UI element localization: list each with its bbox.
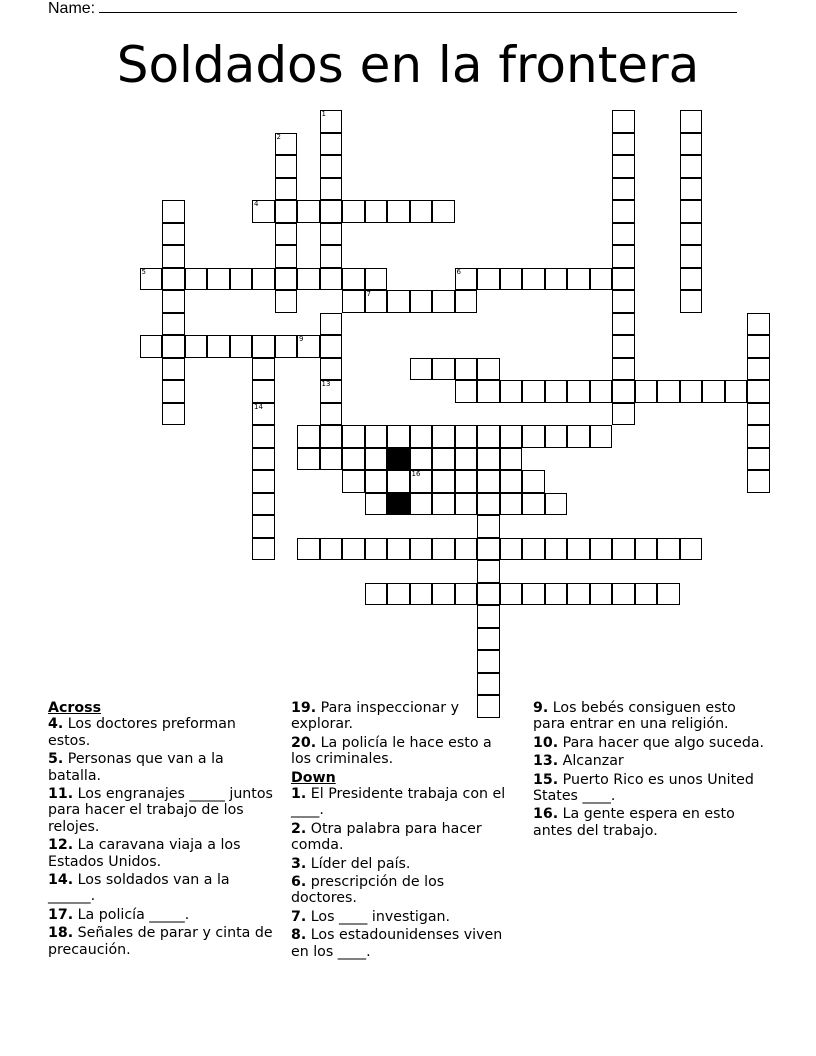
crossword-cell[interactable] xyxy=(162,245,185,268)
crossword-cell[interactable] xyxy=(747,358,770,381)
crossword-cell[interactable] xyxy=(680,110,703,133)
crossword-cell[interactable] xyxy=(275,335,298,358)
clue-item xyxy=(533,772,769,805)
crossword-cell[interactable] xyxy=(320,268,343,291)
crossword-cell[interactable] xyxy=(275,223,298,246)
crossword-cell[interactable] xyxy=(230,268,253,291)
crossword-cell[interactable] xyxy=(162,335,185,358)
crossword-cell[interactable] xyxy=(252,470,275,493)
crossword-cell[interactable] xyxy=(500,268,523,291)
crossword-cell[interactable] xyxy=(477,628,500,651)
crossword-cell[interactable] xyxy=(252,358,275,381)
crossword-cell[interactable] xyxy=(522,425,545,448)
clues-column-3 xyxy=(533,700,769,841)
crossword-cell[interactable] xyxy=(320,223,343,246)
crossword-cell[interactable] xyxy=(612,403,635,426)
crossword-cell[interactable] xyxy=(545,583,568,606)
crossword-cell[interactable] xyxy=(612,133,635,156)
crossword-cell[interactable] xyxy=(747,470,770,493)
crossword-cell[interactable] xyxy=(455,493,478,516)
crossword-cell[interactable] xyxy=(590,538,613,561)
clue-item-number: 19. xyxy=(291,700,317,716)
clue-item xyxy=(533,753,769,769)
crossword-block-cell xyxy=(387,448,410,471)
clue-item xyxy=(291,786,507,819)
clue-item xyxy=(48,786,280,835)
clue-item-text: El Presidente trabaja con el ____. xyxy=(291,786,506,819)
crossword-cell[interactable] xyxy=(612,268,635,291)
crossword-cell[interactable] xyxy=(477,560,500,583)
crossword-cell[interactable] xyxy=(455,538,478,561)
crossword-cell[interactable] xyxy=(320,380,343,403)
crossword-cell[interactable] xyxy=(680,133,703,156)
crossword-cell[interactable] xyxy=(252,335,275,358)
crossword-cell[interactable] xyxy=(455,470,478,493)
clue-item-text: La policía _____. xyxy=(73,906,190,923)
clue-item-text: Los estadounidenses viven en los ____. xyxy=(291,927,503,960)
crossword-cell[interactable] xyxy=(432,470,455,493)
crossword-cell[interactable] xyxy=(275,133,298,156)
crossword-cell[interactable] xyxy=(545,493,568,516)
crossword-cell[interactable] xyxy=(230,335,253,358)
crossword-cell[interactable] xyxy=(635,380,658,403)
crossword-cell[interactable] xyxy=(297,425,320,448)
crossword-cell[interactable] xyxy=(455,425,478,448)
crossword-cell[interactable] xyxy=(275,268,298,291)
crossword-cell[interactable] xyxy=(680,268,703,291)
crossword-cell[interactable] xyxy=(387,290,410,313)
clue-number: 5 xyxy=(141,267,146,276)
crossword-cell[interactable] xyxy=(680,380,703,403)
clue-item-number: 10. xyxy=(533,734,559,751)
crossword-cell[interactable] xyxy=(747,380,770,403)
clue-number: 4 xyxy=(254,200,259,208)
crossword-cell[interactable] xyxy=(612,380,635,403)
crossword-cell[interactable] xyxy=(140,268,163,291)
clue-item-text: Alcanzar xyxy=(558,753,624,770)
crossword-cell[interactable] xyxy=(320,200,343,223)
clue-item-text: Los engranajes _____ juntos para hacer el trabajo de los relojes. xyxy=(48,786,273,835)
crossword-cell[interactable] xyxy=(432,448,455,471)
crossword-cell[interactable] xyxy=(590,268,613,291)
crossword-cell[interactable] xyxy=(410,290,433,313)
crossword-cell[interactable] xyxy=(252,200,275,223)
crossword-cell[interactable] xyxy=(500,448,523,471)
crossword-cell[interactable] xyxy=(432,200,455,223)
crossword-cell[interactable] xyxy=(477,538,500,561)
crossword-cell[interactable] xyxy=(207,268,230,291)
crossword-cell[interactable] xyxy=(162,358,185,381)
crossword-cell[interactable] xyxy=(612,583,635,606)
crossword-cell[interactable] xyxy=(185,335,208,358)
crossword-cell[interactable] xyxy=(162,290,185,313)
crossword-cell[interactable] xyxy=(410,583,433,606)
crossword-cell[interactable] xyxy=(140,335,163,358)
clue-item-text: La caravana viaja a los Estados Unidos. xyxy=(48,837,241,870)
clue-number: 13 xyxy=(321,380,331,388)
clue-item xyxy=(48,872,280,905)
crossword-cell[interactable] xyxy=(522,583,545,606)
crossword-cell[interactable] xyxy=(410,200,433,223)
crossword-cell[interactable] xyxy=(410,493,433,516)
crossword-cell[interactable] xyxy=(320,313,343,336)
crossword-cell[interactable] xyxy=(275,155,298,178)
clue-item xyxy=(291,821,507,854)
crossword-cell[interactable] xyxy=(387,425,410,448)
crossword-cell[interactable] xyxy=(252,493,275,516)
clue-item-text: Los doctores preforman estos. xyxy=(48,716,236,749)
clue-item xyxy=(291,927,507,960)
crossword-cell[interactable] xyxy=(680,223,703,246)
clue-item-number: 8. xyxy=(291,927,307,944)
crossword-cell[interactable] xyxy=(590,583,613,606)
crossword-cell[interactable] xyxy=(500,380,523,403)
crossword-cell[interactable] xyxy=(702,380,725,403)
clue-item-text: Personas que van a la batalla. xyxy=(48,751,224,784)
crossword-cell[interactable] xyxy=(297,448,320,471)
crossword-cell[interactable] xyxy=(747,448,770,471)
clue-item-number: 15. xyxy=(533,771,559,788)
crossword-cell[interactable] xyxy=(320,133,343,156)
page-title: Soldados en la frontera xyxy=(116,36,700,94)
crossword-cell[interactable] xyxy=(252,403,275,426)
crossword-cell[interactable] xyxy=(320,358,343,381)
crossword-cell[interactable] xyxy=(342,538,365,561)
clue-item-text: Para hacer que algo suceda. xyxy=(558,734,765,751)
crossword-cell[interactable] xyxy=(342,290,365,313)
crossword-cell[interactable] xyxy=(612,245,635,268)
crossword-cell[interactable] xyxy=(162,268,185,291)
crossword-cell[interactable] xyxy=(477,470,500,493)
crossword-cell[interactable] xyxy=(387,538,410,561)
crossword-cell[interactable] xyxy=(410,425,433,448)
clue-item-number: 1. xyxy=(291,786,307,803)
crossword-cell[interactable] xyxy=(477,583,500,606)
crossword-cell[interactable] xyxy=(162,200,185,223)
crossword-cell[interactable] xyxy=(410,470,433,493)
crossword-cell[interactable] xyxy=(387,583,410,606)
crossword-cell[interactable] xyxy=(342,470,365,493)
crossword-cell[interactable] xyxy=(612,200,635,223)
clue-item-number: 5. xyxy=(48,751,64,768)
crossword-cell[interactable] xyxy=(342,448,365,471)
clue-item xyxy=(533,700,769,733)
clue-item xyxy=(291,735,507,768)
crossword-cell[interactable] xyxy=(252,515,275,538)
clue-item-text: Los bebés consiguen esto para entrar en una religión. xyxy=(533,700,736,733)
crossword-cell[interactable] xyxy=(365,200,388,223)
crossword-cell[interactable] xyxy=(657,538,680,561)
crossword-cell[interactable] xyxy=(432,538,455,561)
crossword-cell[interactable] xyxy=(477,358,500,381)
crossword-cell[interactable] xyxy=(612,110,635,133)
crossword-cell[interactable] xyxy=(387,200,410,223)
crossword-cell[interactable] xyxy=(365,448,388,471)
clue-item-number: 14. xyxy=(48,872,74,889)
crossword-cell[interactable] xyxy=(432,358,455,381)
clue-item-text: Líder del país. xyxy=(306,855,411,872)
crossword-cell[interactable] xyxy=(275,290,298,313)
crossword-cell[interactable] xyxy=(342,200,365,223)
crossword-cell[interactable] xyxy=(275,178,298,201)
clue-item xyxy=(533,735,769,751)
clue-item xyxy=(291,700,507,733)
clue-number: 2 xyxy=(276,132,281,141)
crossword-cell[interactable] xyxy=(455,268,478,291)
crossword-cell[interactable] xyxy=(320,178,343,201)
clue-item xyxy=(48,751,280,784)
clue-item xyxy=(291,909,507,925)
crossword-cell[interactable] xyxy=(162,313,185,336)
crossword-cell[interactable] xyxy=(500,493,523,516)
crossword-cell[interactable] xyxy=(365,268,388,291)
clue-item-text: La gente espera en esto antes del trabajo. xyxy=(533,806,735,839)
crossword-cell[interactable] xyxy=(387,470,410,493)
crossword-cell[interactable] xyxy=(320,448,343,471)
crossword-cell[interactable] xyxy=(725,380,748,403)
crossword-cell[interactable] xyxy=(477,650,500,673)
crossword-cell[interactable] xyxy=(567,583,590,606)
crossword-cell[interactable] xyxy=(297,538,320,561)
clues-column-2 xyxy=(291,700,507,962)
crossword-cell[interactable] xyxy=(432,493,455,516)
crossword-cell[interactable] xyxy=(657,583,680,606)
crossword-cell[interactable] xyxy=(545,538,568,561)
crossword-cell[interactable] xyxy=(275,200,298,223)
clue-item xyxy=(533,806,769,839)
crossword-cell[interactable] xyxy=(500,470,523,493)
crossword-cell[interactable] xyxy=(612,290,635,313)
crossword-cell[interactable] xyxy=(590,425,613,448)
crossword-cell[interactable] xyxy=(567,380,590,403)
crossword-cell[interactable] xyxy=(455,358,478,381)
down-header: Down xyxy=(291,769,336,786)
crossword-cell[interactable] xyxy=(252,268,275,291)
crossword-cell[interactable] xyxy=(612,223,635,246)
clue-item-text: Los soldados van a la ______. xyxy=(48,872,230,905)
crossword-cell[interactable] xyxy=(162,223,185,246)
name-label: Name: xyxy=(48,0,96,17)
crossword-cell[interactable] xyxy=(365,538,388,561)
crossword-cell[interactable] xyxy=(635,538,658,561)
clue-item xyxy=(291,856,507,872)
crossword-cell[interactable] xyxy=(635,583,658,606)
crossword-cell[interactable] xyxy=(320,245,343,268)
crossword-cell[interactable] xyxy=(252,425,275,448)
clue-item-text: Puerto Rico es unos United States ____. xyxy=(533,771,754,805)
crossword-cell[interactable] xyxy=(500,583,523,606)
crossword-cell[interactable] xyxy=(477,448,500,471)
clue-item-text: Otra palabra para hacer comda. xyxy=(291,820,482,854)
clue-item-text: Los ____ investigan. xyxy=(306,908,451,925)
crossword-cell[interactable] xyxy=(320,155,343,178)
clue-number: 1 xyxy=(321,110,326,118)
clues-column-1 xyxy=(48,700,280,960)
crossword-cell[interactable] xyxy=(612,313,635,336)
clue-item-number: 18. xyxy=(48,925,74,942)
clue-number: 16 xyxy=(411,470,421,478)
crossword-cell[interactable] xyxy=(522,493,545,516)
clue-number: 9 xyxy=(299,335,304,343)
crossword-cell[interactable] xyxy=(297,335,320,358)
clue-item-number: 2. xyxy=(291,820,307,837)
clue-item-number: 16. xyxy=(533,806,559,823)
crossword-cell[interactable] xyxy=(612,538,635,561)
clue-item-number: 13. xyxy=(533,753,559,770)
crossword-cell[interactable] xyxy=(612,358,635,381)
crossword-cell[interactable] xyxy=(477,493,500,516)
crossword-cell[interactable] xyxy=(320,425,343,448)
clue-item-number: 9. xyxy=(533,700,549,716)
crossword-cell[interactable] xyxy=(500,425,523,448)
clue-item xyxy=(48,716,280,749)
crossword-cell[interactable] xyxy=(432,290,455,313)
crossword-cell[interactable] xyxy=(342,425,365,448)
crossword-cell[interactable] xyxy=(320,110,343,133)
clue-item-text: Señales de parar y cinta de precaución. xyxy=(48,925,273,958)
crossword-cell[interactable] xyxy=(365,470,388,493)
crossword-cell[interactable] xyxy=(410,538,433,561)
crossword-cell[interactable] xyxy=(567,268,590,291)
crossword-cell[interactable] xyxy=(680,245,703,268)
clue-item-number: 6. xyxy=(291,874,307,891)
crossword-cell[interactable] xyxy=(477,673,500,696)
crossword-cell[interactable] xyxy=(432,425,455,448)
crossword-cell[interactable] xyxy=(410,358,433,381)
across-header: Across xyxy=(48,700,102,716)
crossword-cell[interactable] xyxy=(747,425,770,448)
crossword-block-cell xyxy=(387,493,410,516)
clue-item xyxy=(48,907,280,923)
crossword-cell[interactable] xyxy=(252,448,275,471)
crossword-cell[interactable] xyxy=(365,493,388,516)
clue-number: 14 xyxy=(254,402,263,411)
crossword-cell[interactable] xyxy=(410,448,433,471)
crossword-cell[interactable] xyxy=(342,268,365,291)
clue-item-text: prescripción de los doctores. xyxy=(291,874,445,907)
crossword-cell[interactable] xyxy=(477,380,500,403)
crossword-cell[interactable] xyxy=(680,290,703,313)
crossword-cell[interactable] xyxy=(162,380,185,403)
crossword-cell[interactable] xyxy=(567,425,590,448)
crossword-cell[interactable] xyxy=(455,448,478,471)
crossword-cell[interactable] xyxy=(500,538,523,561)
crossword-cell[interactable] xyxy=(657,380,680,403)
clue-item-number: 20. xyxy=(291,734,317,751)
crossword-cell[interactable] xyxy=(455,290,478,313)
clue-number: 7 xyxy=(366,290,371,298)
crossword-cell[interactable] xyxy=(320,403,343,426)
crossword-cell[interactable] xyxy=(162,403,185,426)
crossword-cell[interactable] xyxy=(567,538,590,561)
crossword-cell[interactable] xyxy=(297,268,320,291)
crossword-cell[interactable] xyxy=(545,425,568,448)
crossword-cell[interactable] xyxy=(612,178,635,201)
crossword-cell[interactable] xyxy=(522,470,545,493)
clue-item-number: 11. xyxy=(48,786,74,803)
crossword-cell[interactable] xyxy=(680,538,703,561)
crossword-cell[interactable] xyxy=(365,583,388,606)
crossword-cell[interactable] xyxy=(432,583,455,606)
crossword-cell[interactable] xyxy=(455,583,478,606)
crossword-cell[interactable] xyxy=(612,335,635,358)
crossword-cell[interactable] xyxy=(522,380,545,403)
clue-item-number: 4. xyxy=(48,716,64,733)
crossword-cell[interactable] xyxy=(545,380,568,403)
crossword-cell[interactable] xyxy=(477,605,500,628)
crossword-cell[interactable] xyxy=(297,200,320,223)
clue-item xyxy=(48,837,280,870)
crossword-cell[interactable] xyxy=(320,335,343,358)
clue-item-number: 3. xyxy=(291,855,307,872)
crossword-cell[interactable] xyxy=(185,268,208,291)
crossword-cell[interactable] xyxy=(275,245,298,268)
clue-number: 6 xyxy=(456,267,461,276)
crossword-cell[interactable] xyxy=(207,335,230,358)
clue-item xyxy=(48,925,280,958)
crossword-cell[interactable] xyxy=(612,155,635,178)
crossword-cell[interactable] xyxy=(680,200,703,223)
crossword-cell[interactable] xyxy=(747,403,770,426)
clue-item-number: 17. xyxy=(48,906,74,923)
crossword-cell[interactable] xyxy=(680,178,703,201)
crossword-cell[interactable] xyxy=(477,515,500,538)
crossword-cell[interactable] xyxy=(590,380,613,403)
crossword-cell[interactable] xyxy=(252,380,275,403)
crossword-cell[interactable] xyxy=(747,335,770,358)
clue-item-number: 7. xyxy=(291,908,307,925)
crossword-cell[interactable] xyxy=(545,268,568,291)
crossword-cell[interactable] xyxy=(522,268,545,291)
clue-item-text: La policía le hace esto a los criminales. xyxy=(291,734,492,768)
crossword-cell[interactable] xyxy=(680,155,703,178)
crossword-cell[interactable] xyxy=(477,268,500,291)
crossword-cell[interactable] xyxy=(477,425,500,448)
clue-item-text: Para inspeccionar y explorar. xyxy=(291,700,460,733)
clue-item-number: 12. xyxy=(48,837,74,854)
crossword-cell[interactable] xyxy=(747,313,770,336)
crossword-cell[interactable] xyxy=(522,538,545,561)
crossword-cell[interactable] xyxy=(365,425,388,448)
crossword-cell[interactable] xyxy=(455,380,478,403)
crossword-cell[interactable] xyxy=(320,538,343,561)
clue-item xyxy=(291,874,507,907)
crossword-cell[interactable] xyxy=(252,538,275,561)
crossword-cell[interactable] xyxy=(365,290,388,313)
